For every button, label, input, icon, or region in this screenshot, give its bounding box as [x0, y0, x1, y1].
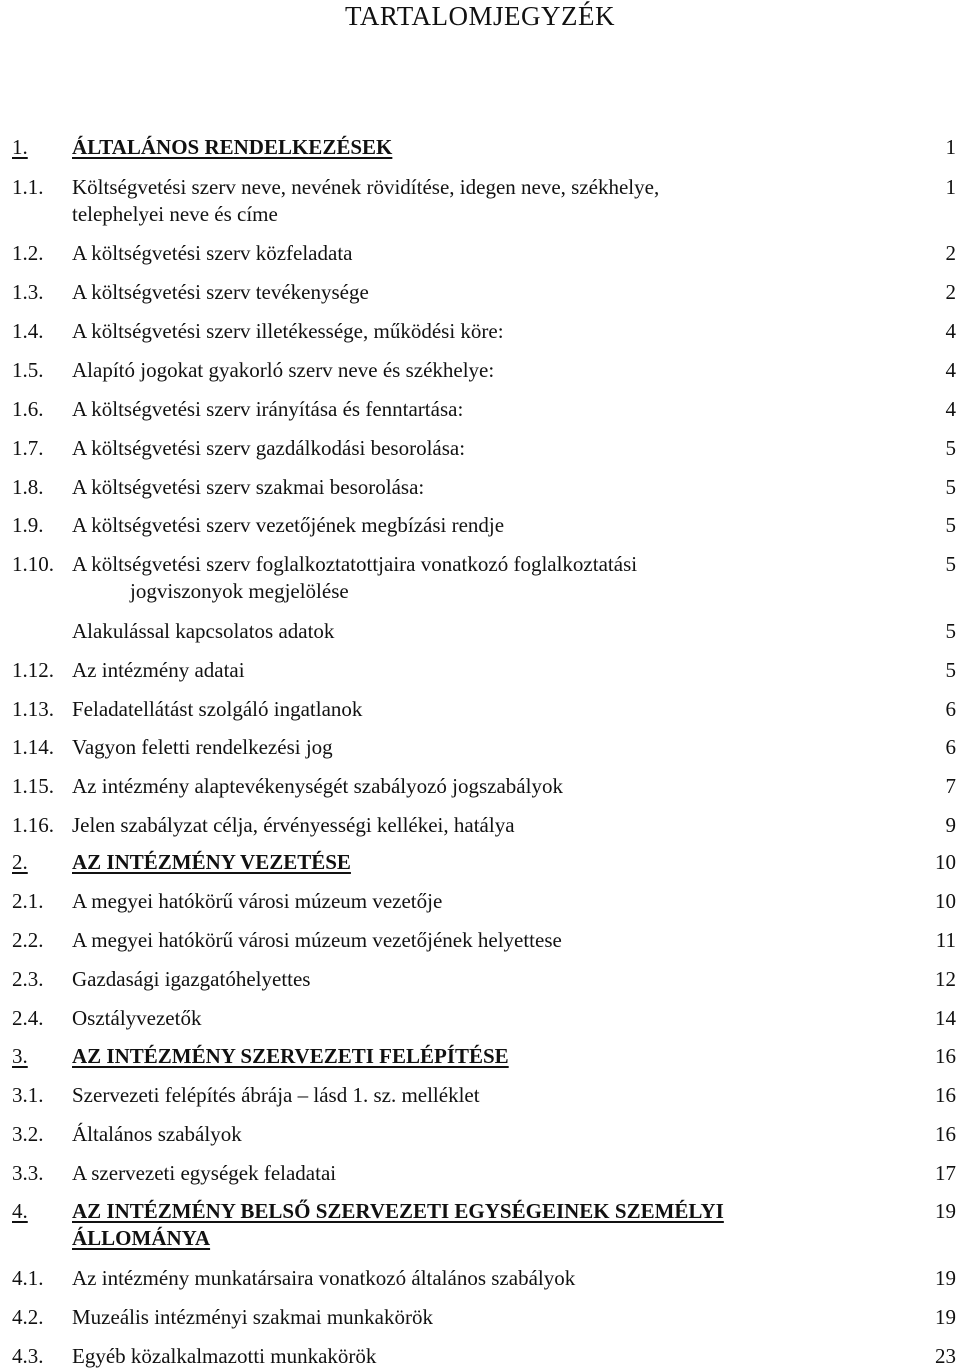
- toc-entry-title: [72, 435, 902, 462]
- toc-entry-title-line: Az intézmény munkatársaira vonatkozó általános szabályok: [72, 1266, 576, 1290]
- toc-entry-title: [72, 1043, 902, 1070]
- toc-entry-title: [72, 618, 902, 645]
- toc-entry-number: 1.15.: [12, 774, 54, 798]
- toc-entry-title-line: Muzeális intézményi szakmai munkakörök: [72, 1305, 433, 1329]
- toc-page-number: 12: [935, 967, 956, 991]
- toc-entry-title-line: A költségvetési szerv illetékessége, működési köre:: [72, 319, 504, 343]
- toc-page-number: 5: [945, 513, 956, 537]
- toc-entry-title-line: AZ INTÉZMÉNY VEZETÉSE: [72, 850, 351, 874]
- toc-page-number: 19: [935, 1305, 956, 1329]
- toc-entry-title-line: Feladatellátást szolgáló ingatlanok: [72, 697, 363, 721]
- toc-entry-number: 1.12.: [12, 658, 54, 682]
- toc-entry-title-line: A költségvetési szerv foglalkoztatottjaira vonatkozó foglalkoztatási: [72, 552, 638, 576]
- toc-entry-title-line: Az intézmény alaptevékenységét szabályozó jogszabályok: [72, 774, 563, 798]
- toc-entry-title: [72, 849, 902, 876]
- toc-page-number: 23: [935, 1344, 956, 1368]
- toc-entry-number: 1.: [12, 135, 28, 159]
- toc-entry-title-line: AZ INTÉZMÉNY BELSŐ SZERVEZETI EGYSÉGEINEK SZEMÉLYI: [72, 1199, 724, 1223]
- toc-entry-title-line: A megyei hatókörű városi múzeum vezetőjének helyettese: [72, 928, 562, 952]
- toc-entry-number: 1.8.: [12, 475, 44, 499]
- toc-page-number: 10: [935, 889, 956, 913]
- toc-entry-title-line: A költségvetési szerv közfeladata: [72, 241, 353, 265]
- toc-page-number: 2: [945, 241, 956, 265]
- toc-entry-title: [72, 318, 902, 345]
- toc-entry-title: [72, 1304, 902, 1331]
- toc-page-number: 5: [945, 619, 956, 643]
- toc-entry-title-line: jogviszonyok megjelölése: [130, 579, 349, 603]
- toc-entry-number: 2.4.: [12, 1006, 44, 1030]
- toc-entry-title-line: Szervezeti felépítés ábrája – lásd 1. sz. melléklet: [72, 1083, 480, 1107]
- toc-entry-number: 1.16.: [12, 813, 54, 837]
- toc-entry-title: [72, 812, 902, 839]
- toc-page-number: 7: [945, 774, 956, 798]
- toc-entry-title-line: Az intézmény adatai: [72, 658, 245, 682]
- toc-entry-number: 2.3.: [12, 967, 44, 991]
- toc-entry-title-line: Vagyon feletti rendelkezési jog: [72, 735, 333, 759]
- toc-entry-number: 4.2.: [12, 1305, 44, 1329]
- toc-page-number: 19: [935, 1266, 956, 1290]
- toc-entry-title-line: ÁLLOMÁNYA: [72, 1226, 211, 1250]
- toc-entry-number: 1.6.: [12, 397, 44, 421]
- toc-entry-title-line: A költségvetési szerv gazdálkodási besorolása:: [72, 436, 466, 460]
- toc-entry-number: 1.9.: [12, 513, 44, 537]
- toc-entry-number: 4.3.: [12, 1344, 44, 1368]
- toc-entry-number: 1.5.: [12, 358, 44, 382]
- toc-page-number: 6: [945, 697, 956, 721]
- toc-entry-title-line: Egyéb közalkalmazotti munkakörök: [72, 1344, 377, 1368]
- toc-page-number: 1: [945, 175, 956, 199]
- toc-entry-title: [72, 240, 902, 267]
- toc-entry-title: [72, 1198, 902, 1252]
- toc-entry-title: [72, 734, 902, 761]
- toc-entry-title: [72, 396, 902, 423]
- toc-page-number: 5: [945, 552, 956, 576]
- toc-entry-number: 1.14.: [12, 735, 54, 759]
- toc-entry-title: [72, 357, 902, 384]
- toc-entry-title: [72, 474, 902, 501]
- toc-entry-number: 3.1.: [12, 1083, 44, 1107]
- toc-entry-title: [72, 279, 902, 306]
- toc-page-number: 1: [945, 135, 956, 159]
- toc-entry-title: [72, 1121, 902, 1148]
- toc-page-number: 10: [935, 850, 956, 874]
- toc-page-number: 16: [935, 1122, 956, 1146]
- toc-entry-number: 1.10.: [12, 552, 54, 576]
- toc-entry-title-line: Általános szabályok: [72, 1122, 242, 1146]
- toc-entry-number: 1.2.: [12, 241, 44, 265]
- toc-entry-title: [72, 1005, 902, 1032]
- toc-entry-title: [72, 966, 902, 993]
- toc-page-number: 2: [945, 280, 956, 304]
- toc-entry-title-line: Jelen szabályzat célja, érvényességi kellékei, hatálya: [72, 813, 515, 837]
- toc-page-number: 14: [935, 1006, 956, 1030]
- toc-entry-title-line: A költségvetési szerv tevékenysége: [72, 280, 369, 304]
- toc-entry-number: 1.1.: [12, 175, 44, 199]
- toc-entry-title: [72, 134, 902, 161]
- toc-entry-title: [72, 1343, 902, 1370]
- toc-page-number: 9: [945, 813, 956, 837]
- toc-entry-title: [72, 888, 902, 915]
- toc-page-number: 5: [945, 475, 956, 499]
- toc-entry-title: [72, 1082, 902, 1109]
- toc-page-number: 5: [945, 658, 956, 682]
- toc-entry-number: 1.4.: [12, 319, 44, 343]
- toc-entry-title: [72, 174, 902, 228]
- toc-entry-title: [72, 773, 902, 800]
- toc-entry-title: [72, 551, 902, 605]
- toc-page-number: 17: [935, 1161, 956, 1185]
- toc-entry-number: 1.7.: [12, 436, 44, 460]
- toc-entry-title-line: A szervezeti egységek feladatai: [72, 1161, 337, 1185]
- toc-page-number: 16: [935, 1083, 956, 1107]
- toc-page-number: 4: [945, 397, 956, 421]
- toc-entry-title-line: AZ INTÉZMÉNY SZERVEZETI FELÉPÍTÉSE: [72, 1044, 509, 1068]
- toc-entry-title: [72, 512, 902, 539]
- toc-entry-number: 3.2.: [12, 1122, 44, 1146]
- toc-entry-title-line: telephelyei neve és címe: [72, 202, 278, 226]
- toc-page-number: 6: [945, 735, 956, 759]
- toc-entry-number: 2.2.: [12, 928, 44, 952]
- toc-page-number: 11: [935, 928, 956, 952]
- toc-entry-number: 2.: [12, 850, 28, 874]
- toc-entry-title-line: Gazdasági igazgatóhelyettes: [72, 967, 311, 991]
- toc-entry-number: 1.3.: [12, 280, 44, 304]
- page-title: TARTALOMJEGYZÉK: [344, 1, 616, 31]
- toc-entry-number: 2.1.: [12, 889, 44, 913]
- toc-entry-title: [72, 1265, 902, 1292]
- toc-page-number: 19: [935, 1199, 956, 1223]
- toc-entry-title-line: Költségvetési szerv neve, nevének rövidítése, idegen neve, székhelye,: [72, 175, 660, 199]
- toc-entry-title-line: Osztályvezetők: [72, 1006, 202, 1030]
- toc-entry-number: 3.3.: [12, 1161, 44, 1185]
- toc-entry-number: 4.: [12, 1199, 28, 1223]
- toc-entry-title: [72, 1160, 902, 1187]
- toc-entry-number: 3.: [12, 1044, 28, 1068]
- toc-entry-title-line: Alapító jogokat gyakorló szerv neve és székhelye:: [72, 358, 495, 382]
- toc-entry-number: 4.1.: [12, 1266, 44, 1290]
- toc-entry-title: [72, 696, 902, 723]
- toc-entry-title-line: ÁLTALÁNOS RENDELKEZÉSEK: [72, 135, 393, 159]
- toc-entry-title-line: Alakulással kapcsolatos adatok: [72, 619, 335, 643]
- toc-page-number: 4: [945, 358, 956, 382]
- toc-entry-title-line: A költségvetési szerv irányítása és fenntartása:: [72, 397, 464, 421]
- toc-entry-title-line: A megyei hatókörű városi múzeum vezetője: [72, 889, 443, 913]
- toc-entry-title-line: A költségvetési szerv vezetőjének megbízási rendje: [72, 513, 505, 537]
- toc-entry-title-line: A költségvetési szerv szakmai besorolása:: [72, 475, 425, 499]
- toc-page-number: 4: [945, 319, 956, 343]
- toc-entry-number: 1.13.: [12, 697, 54, 721]
- toc-page-number: 5: [945, 436, 956, 460]
- toc-entry-title: [72, 927, 902, 954]
- toc-page-number: 16: [935, 1044, 956, 1068]
- toc-entry-title: [72, 657, 902, 684]
